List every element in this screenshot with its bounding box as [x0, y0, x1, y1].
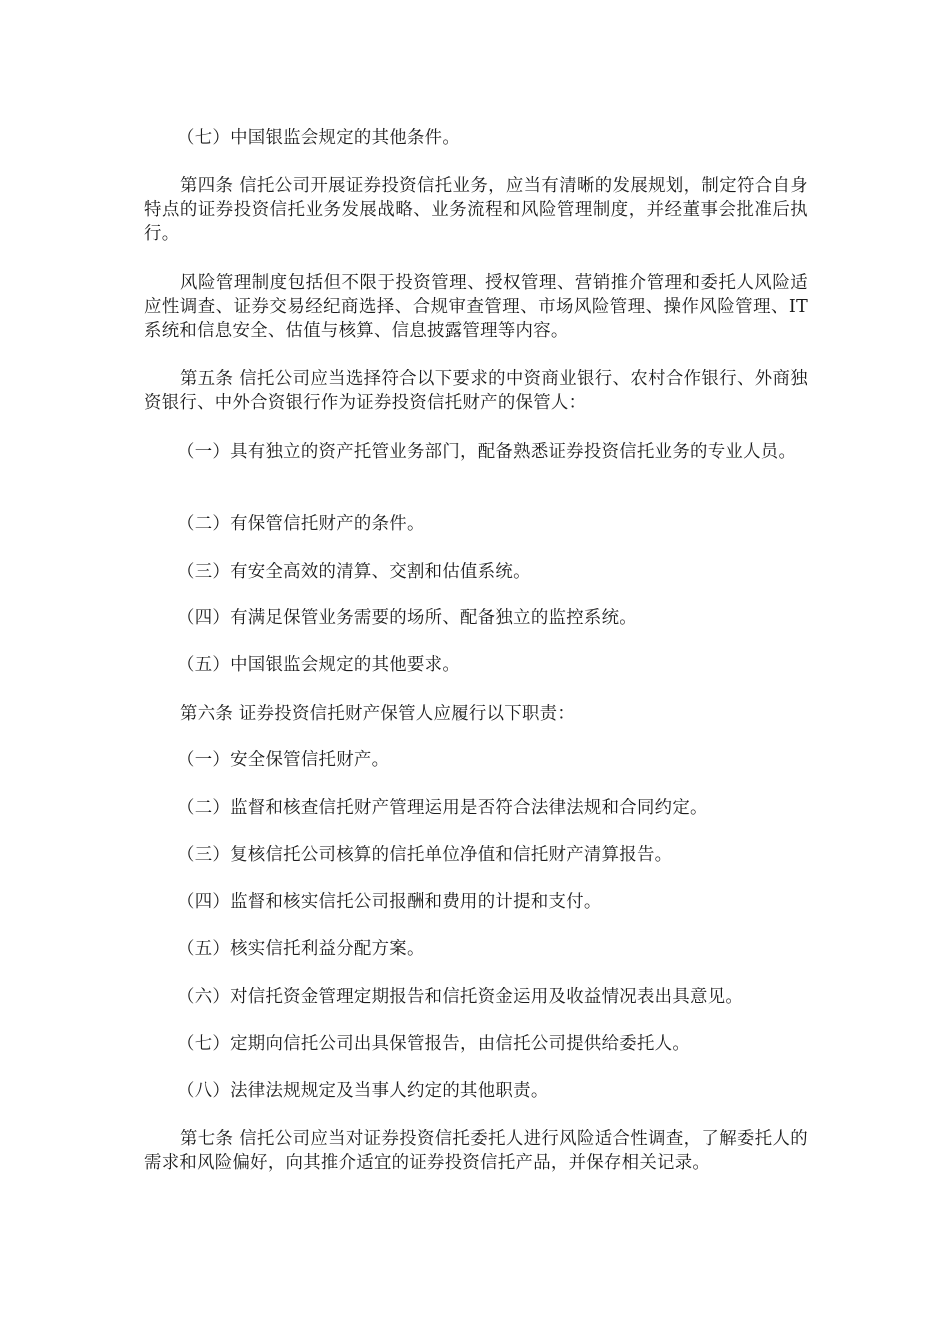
- paragraph-article-6: 第六条 证券投资信托财产保管人应履行以下职责：: [180, 704, 576, 724]
- paragraph-duty-1: （一）安全保管信托财产。: [177, 750, 390, 770]
- paragraph-duty-4: （四）监督和核实信托公司报酬和费用的计提和支付。: [177, 892, 602, 912]
- paragraph-duty-6: （六）对信托资金管理定期报告和信托资金运用及收益情况表出具意见。: [177, 987, 744, 1007]
- paragraph-clause-7-conditions: （七）中国银监会规定的其他条件。: [177, 128, 461, 148]
- paragraph-article-4: 第四条 信托公司开展证券投资信托业务，应当有清晰的发展规划，制定符合自身特点的证券投资信托业务发展战略、业务流程和风险管理制度，并经董事会批准后执行。: [144, 176, 808, 244]
- paragraph-duty-2: （二）监督和核查信托财产管理运用是否符合法律法规和合同约定。: [177, 798, 708, 818]
- paragraph-duty-3: （三）复核信托公司核算的信托单位净值和信托财产清算报告。: [177, 845, 673, 865]
- paragraph-article-5: 第五条 信托公司应当选择符合以下要求的中资商业银行、农村合作银行、外商独资银行、中外合资银行作为证券投资信托财产的保管人：: [144, 369, 808, 413]
- paragraph-requirement-2: （二）有保管信托财产的条件。: [177, 514, 425, 534]
- paragraph-duty-5: （五）核实信托利益分配方案。: [177, 939, 425, 959]
- paragraph-requirement-4: （四）有满足保管业务需要的场所、配备独立的监控系统。: [177, 608, 637, 628]
- paragraph-risk-management: 风险管理制度包括但不限于投资管理、授权管理、营销推介管理和委托人风险适应性调查、证券交易经纪商选择、合规审查管理、市场风险管理、操作风险管理、IT 系统和信息安全、估值与核算、信息披露管理等内容。: [144, 273, 808, 341]
- paragraph-requirement-1: （一）具有独立的资产托管业务部门，配备熟悉证券投资信托业务的专业人员。: [177, 442, 797, 462]
- paragraph-duty-8: （八）法律法规规定及当事人约定的其他职责。: [177, 1081, 549, 1101]
- paragraph-article-7: 第七条 信托公司应当对证券投资信托委托人进行风险适合性调查，了解委托人的需求和风险偏好，向其推介适宜的证券投资信托产品，并保存相关记录。: [144, 1129, 808, 1173]
- paragraph-requirement-3: （三）有安全高效的清算、交割和估值系统。: [177, 562, 531, 582]
- paragraph-duty-7: （七）定期向信托公司出具保管报告，由信托公司提供给委托人。: [177, 1034, 691, 1054]
- paragraph-requirement-5: （五）中国银监会规定的其他要求。: [177, 655, 461, 675]
